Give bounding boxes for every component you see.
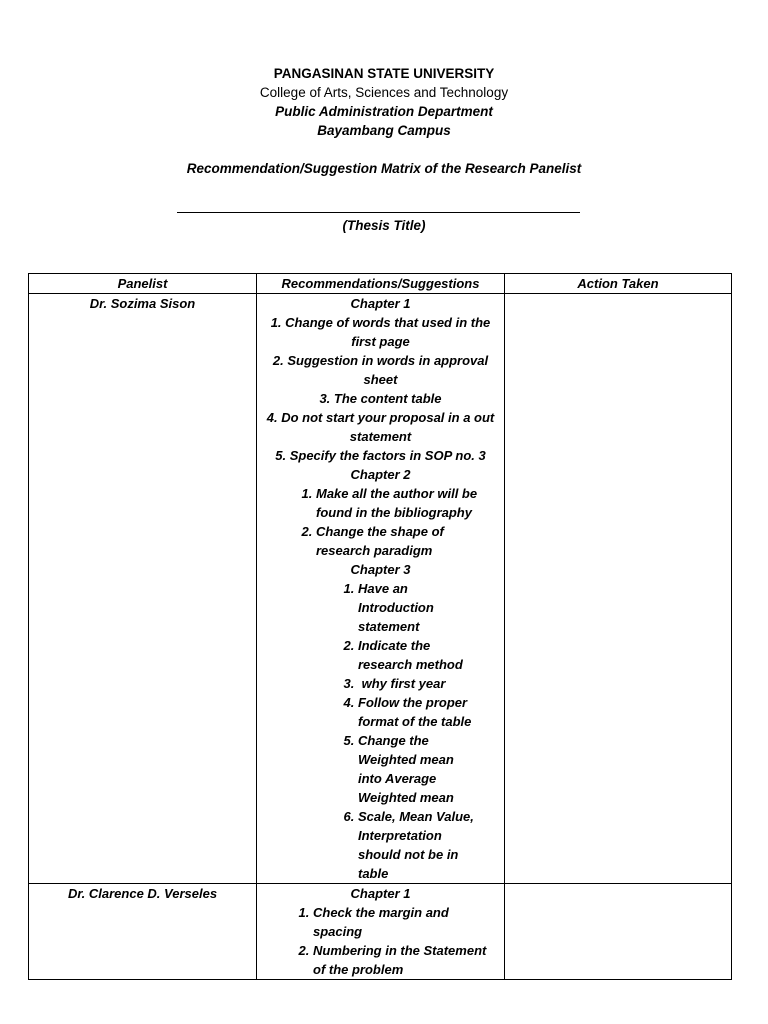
list-item: 3. why first year bbox=[358, 674, 480, 693]
thesis-title-line bbox=[177, 212, 580, 213]
list-item: 2. Indicate the research method bbox=[358, 636, 480, 674]
chapter-3-list bbox=[261, 579, 500, 883]
chapter-heading: Chapter 2 bbox=[350, 467, 411, 482]
action-taken-cell bbox=[505, 884, 732, 980]
panelist-cell bbox=[29, 884, 257, 980]
university-name: PANGASINAN STATE UNIVERSITY bbox=[273, 66, 495, 81]
list-item: 1. Have an Introduction statement bbox=[358, 579, 480, 636]
list-item: 2. Change the shape of research paradigm bbox=[316, 522, 494, 560]
matrix-title: Recommendation/Suggestion Matrix of the Research Panelist bbox=[186, 161, 582, 176]
list-item: 4. Do not start your proposal in a out statement bbox=[266, 410, 495, 444]
recommendations-cell bbox=[257, 294, 505, 884]
action-taken-cell bbox=[505, 294, 732, 884]
chapter-2-list bbox=[261, 484, 500, 560]
list-item: 1. Make all the author will be found in the bibliography bbox=[316, 484, 494, 522]
chapter-1-list bbox=[261, 903, 500, 979]
list-item: 1. Change of words that used in the first page bbox=[270, 315, 491, 349]
panelist-cell bbox=[29, 294, 257, 884]
column-header-recommendations: Recommendations/Suggestions bbox=[257, 274, 505, 294]
list-item: 5. Specify the factors in SOP no. 3 bbox=[275, 448, 486, 463]
list-item: 2. Numbering in the Statement of the problem bbox=[313, 941, 496, 979]
college-name: College of Arts, Sciences and Technology bbox=[259, 85, 509, 100]
campus-name: Bayambang Campus bbox=[317, 123, 451, 138]
recommendations-cell bbox=[257, 884, 505, 980]
chapter-heading: Chapter 1 bbox=[350, 886, 411, 901]
recommendation-matrix-table bbox=[28, 273, 732, 980]
table-row bbox=[29, 884, 732, 980]
chapter-heading: Chapter 1 bbox=[350, 296, 411, 311]
chapter-heading: Chapter 3 bbox=[350, 562, 411, 577]
list-item: 6. Scale, Mean Value, Interpretation should not be in table bbox=[358, 807, 480, 883]
list-item: 2. Suggestion in words in approval sheet bbox=[272, 353, 489, 387]
table-row bbox=[29, 294, 732, 884]
table-header-row bbox=[29, 274, 732, 294]
column-header-action-taken: Action Taken bbox=[505, 274, 732, 294]
list-item: 5. Change the Weighted mean into Average Weighted mean bbox=[358, 731, 480, 807]
panelist-name: Dr. Clarence D. Verseles bbox=[67, 886, 218, 901]
thesis-title-label: (Thesis Title) bbox=[342, 218, 426, 233]
column-header-panelist: Panelist bbox=[29, 274, 257, 294]
list-item: 3. The content table bbox=[319, 391, 442, 406]
list-item: 4. Follow the proper format of the table bbox=[358, 693, 480, 731]
panelist-name: Dr. Sozima Sison bbox=[89, 296, 196, 311]
department-name: Public Administration Department bbox=[275, 104, 493, 119]
list-item: 1. Check the margin and spacing bbox=[313, 903, 496, 941]
